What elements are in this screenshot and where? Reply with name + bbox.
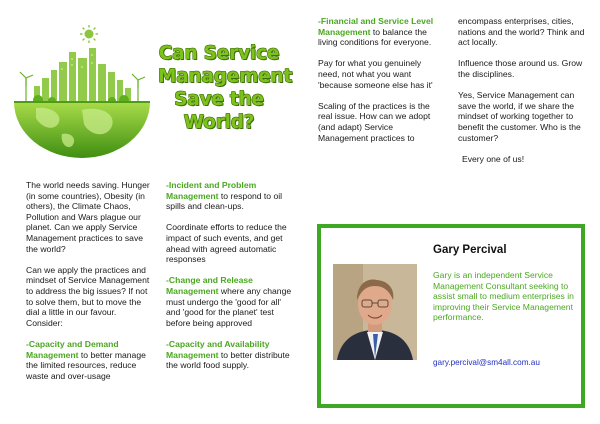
practice-text: to respond to oil spills and clean-ups.	[166, 190, 283, 212]
column-4	[458, 16, 586, 175]
practice-heading: -Incident and Problem Management	[166, 180, 257, 201]
sun-icon	[80, 25, 98, 43]
column-3	[318, 16, 442, 154]
paragraph: Can we apply the practices and mindset of Service Management to address the big issues? If not to solve them, but to move the dial a little in our favour. Consider:	[26, 264, 150, 328]
paragraph	[318, 16, 442, 48]
author-description: Gary is an independent Service Management Consultant seeking to assist small to medium enterprises in improving their Service Management performance.	[433, 270, 574, 323]
paragraph: Pay for what you genuinely need, not what you want 'because someone else has it'	[318, 58, 433, 90]
practice-heading: -Change and Release Management	[166, 275, 253, 296]
author-bio-box	[317, 224, 585, 408]
practice-heading: -Capacity and Availability Management	[166, 338, 270, 360]
paragraph: The world needs saving. Hunger (in some countries), Obesity (in others), the Climate Chaos, Pollution and Wars plague our planet. Can we apply Service Management practices to save the world?	[26, 180, 150, 254]
paragraph: Influence those around us. Grow the disciplines.	[458, 58, 583, 79]
practice-text: to balance the living conditions for everyone.	[318, 26, 432, 48]
practice-heading: -Capacity and Demand Management	[26, 338, 119, 360]
paragraph: Yes, Service Management can save the world, if we share the mindset of working together to benefit the customer. Who is the customer?	[458, 90, 581, 143]
practice-heading: -Financial and Service Level Management	[318, 16, 434, 37]
paragraph: encompass enterprises, cities, nations and the world? Think and act locally.	[458, 16, 585, 48]
paragraph	[166, 180, 294, 212]
paragraph	[26, 339, 150, 381]
closing-line: Every one of us!	[462, 153, 525, 164]
column-1	[26, 180, 150, 392]
page-title: Can Service Management Save the World?	[158, 43, 293, 133]
author-name: Gary Percival	[433, 244, 507, 256]
paragraph	[166, 339, 294, 371]
paragraph: Coordinate efforts to reduce the impact of such events, and get ahead with agreed automatic responses	[166, 222, 287, 265]
practice-text: to better manage the limited resources, reduce waste and over-usage	[26, 349, 146, 381]
column-2	[166, 180, 294, 381]
practice-text: to better distribute the world food supply.	[166, 349, 290, 371]
green-city-globe-illustration	[12, 22, 152, 162]
author-photo	[333, 264, 417, 360]
paragraph: Scaling of the practices is the real issue. How can we adopt (and adapt) Service Management practices to	[318, 100, 431, 143]
practice-text: where any change must undergo the 'good for all' and 'good for the planet' test before being approved	[166, 285, 292, 328]
author-email-link[interactable]: gary.percival@sm4all.com.au	[433, 358, 540, 367]
paragraph	[166, 275, 294, 328]
